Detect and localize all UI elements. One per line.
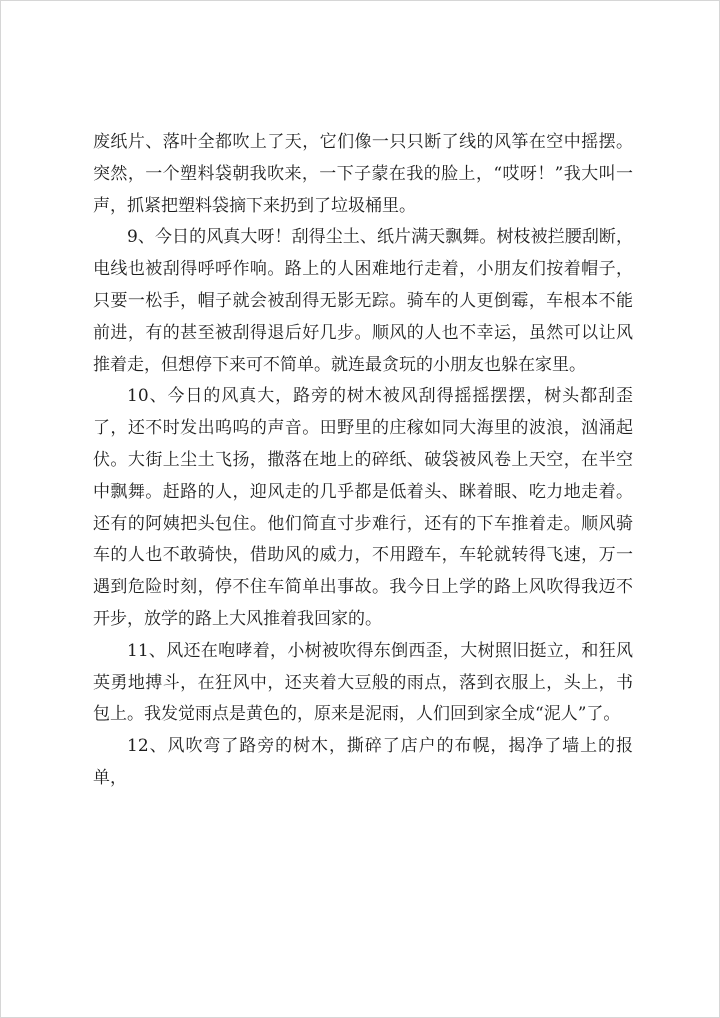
text-line: 街上尘土飞扬，撒落在地上的碎纸、破袋被风卷上天空，在半空中飘舞。 (93, 449, 634, 502)
text-line: 然，一个塑料袋朝我吹来，一下子蒙在我的脸上，“哎呀！”我大叫一声， (93, 163, 634, 216)
text-line: 10、今日的风真大，路旁的树木被风刮得摇摇摆摆，树头都刮歪了， (93, 386, 633, 439)
text-line: 废纸片、落叶全都吹上了天，它们像一只只断了线的风筝在空中摇摆。突 (93, 132, 633, 184)
paragraph (93, 222, 633, 381)
text-line: 我发觉雨点是黄色的，原来是泥雨，人们回到家全成“泥人”了。 (144, 704, 621, 725)
paragraph (93, 127, 633, 222)
text-line: 勇地搏斗，在狂风中，还夹着大豆般的雨点，落到衣服上，头上，书包上。 (93, 672, 634, 725)
text-line: 11、风还在咆哮着，小树被吹得东倒西歪，大树照旧挺立，和狂风英 (93, 640, 633, 693)
text-line: 12、风吹弯了路旁的树木，撕碎了店户的布幌，揭净了墙上的报单， (93, 736, 633, 788)
text-line: 骑快，借助风的威力，不用蹬车，车轮就转得飞速，万一遇到危险时刻， (93, 545, 634, 598)
text-line: 9、今日的风真大呀！刮得尘土、纸片满天飘舞。树枝被拦腰刮断， (127, 227, 633, 248)
text-line: 电线也被刮得呼呼作响。路上的人困难地行走着，小朋友们按着帽子，只 (93, 259, 633, 311)
text-line: 抓紧把塑料袋摘下来扔到了垃圾桶里。 (127, 195, 416, 216)
text-line: 停不住车简单出事故。我今日上学的路上风吹得我迈不开步，放学的路上 (93, 577, 634, 629)
paragraph (93, 636, 633, 731)
text-line: 赶路的人，迎风走的几乎都是低着头、眯着眼、吃力地走着。还有的阿姨 (93, 481, 633, 534)
text-line: 有的甚至被刮得退后好几步。顺风的人也不幸运，虽然可以让风推着走， (93, 322, 634, 375)
text-line: 大风推着我回家的。 (229, 608, 382, 629)
paragraph (93, 731, 633, 795)
text-line: 要一松手，帽子就会被刮得无影无踪。骑车的人更倒霉，车根本不能前进， (93, 290, 634, 343)
text-line: 还不时发出呜呜的声音。田野里的庄稼如同大海里的波浪，汹涌起伏。大 (93, 418, 634, 470)
document-body (93, 127, 633, 795)
paragraph (93, 381, 633, 635)
text-line: 把头包住。他们简直寸步难行，还有的下车推着走。顺风骑车的人也不敢 (93, 513, 634, 566)
text-line: 但想停下来可不简单。就连最贪玩的小朋友也躲在家里。 (161, 354, 586, 375)
